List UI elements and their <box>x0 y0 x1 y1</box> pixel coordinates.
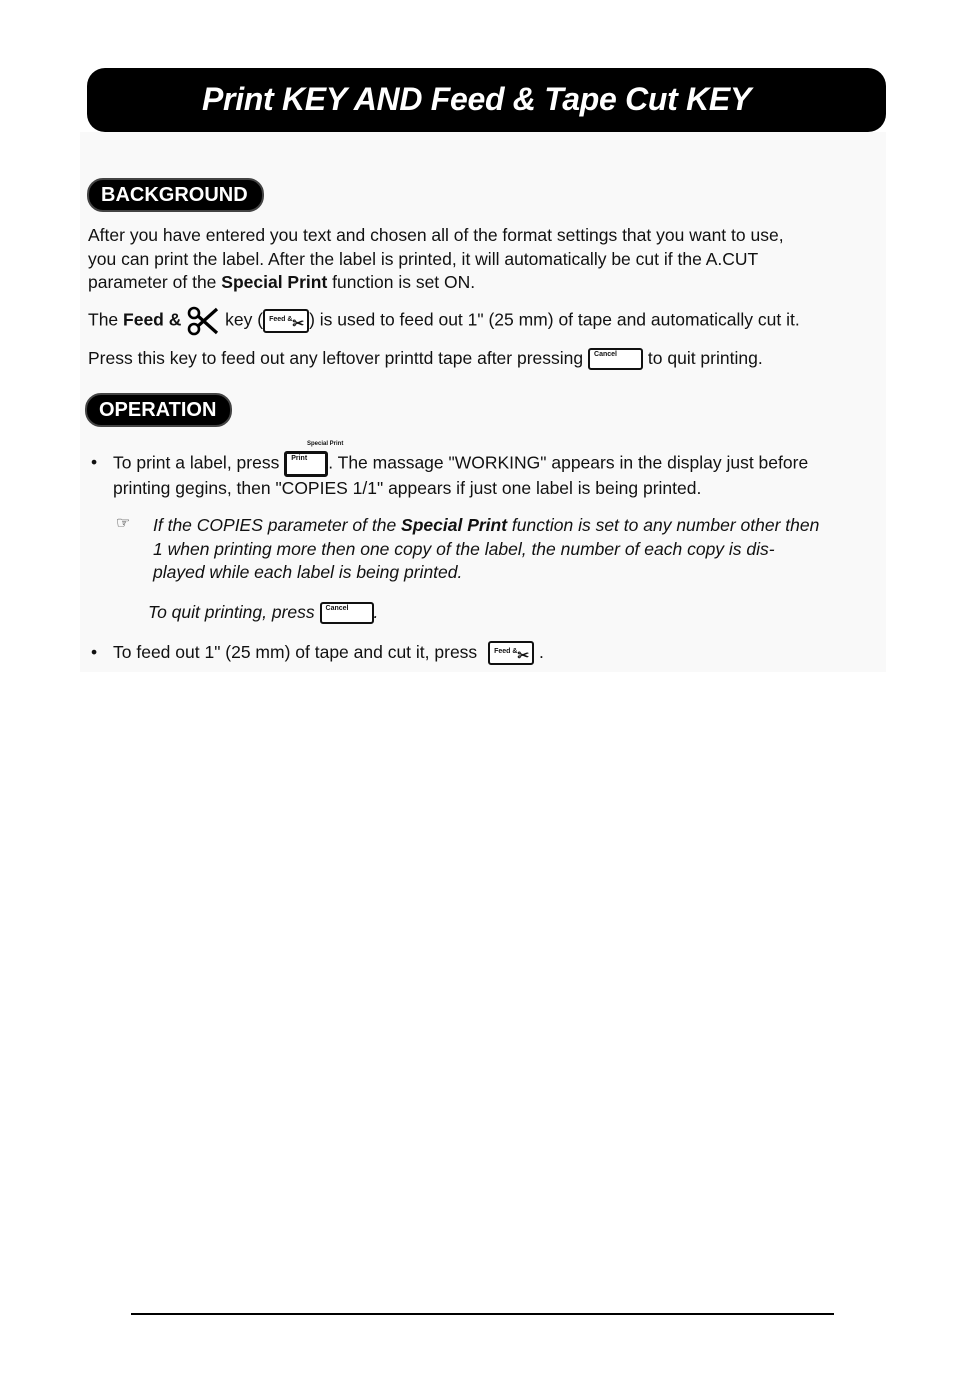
background-para1-line2: you can print the label. After the label is printed, it will automatically be cut if the A.CUT <box>88 248 759 269</box>
feed-key-label: Feed & <box>269 316 293 323</box>
print-key <box>284 451 328 477</box>
bullet1-line2: printing gegins, then "COPIES 1/1" appears if just one label is being printed. <box>113 478 702 498</box>
background-para1-line3-post: function is set ON. <box>327 272 476 292</box>
cancel-key-label: Cancel <box>594 351 617 359</box>
bullet2-pre: To feed out 1" (25 mm) of tape and cut it, press <box>113 642 478 662</box>
background-para2-post: ) is used to feed out 1" (25 mm) of tape and automatically cut it. <box>309 309 800 330</box>
note-special-print-term: Special Print <box>401 515 508 535</box>
background-paragraph-1 <box>88 224 784 295</box>
background-paragraph-3 <box>88 347 763 371</box>
scissors-key-icon: ✂ <box>292 315 305 331</box>
bullet2-post: . <box>538 642 544 662</box>
note-line2: 1 when printing more then one copy of the label, the number of each copy is dis- <box>153 538 775 559</box>
bullet1-pre: To print a label, press <box>113 452 280 473</box>
operation-note <box>153 514 819 585</box>
print-key-label: Print <box>291 455 308 462</box>
background-para1-line1: After you have entered you text and chosen all of the format settings that you want to use, <box>88 225 784 245</box>
special-print-term: Special Print <box>221 272 328 292</box>
background-para3-post: to quit printing. <box>647 348 763 368</box>
background-paragraph-2 <box>88 306 800 336</box>
title-banner <box>87 68 886 132</box>
operation-bullet-2 <box>113 641 544 665</box>
quit-pre: To quit printing, press <box>148 602 315 622</box>
special-print-key-caption: Special Print <box>307 441 344 447</box>
cancel-key-2-label: Cancel <box>325 605 349 613</box>
feed-cut-key <box>263 309 309 333</box>
cancel-key-2 <box>320 602 374 624</box>
operation-bullet-1 <box>113 451 808 501</box>
background-para2-pre: The <box>88 309 124 330</box>
note-line1-pre: If the COPIES parameter of the <box>153 515 402 535</box>
operation-heading: OPERATION <box>85 393 232 427</box>
background-para1-line3-pre: parameter of the <box>88 272 217 292</box>
background-para3-pre: Press this key to feed out any leftover printtd tape after pressing <box>88 348 584 368</box>
bullet-dot-2: • <box>91 642 98 662</box>
scissors-key-2-icon: ✂ <box>517 647 530 664</box>
page-title: Print KEY AND Feed & Tape Cut KEY <box>202 81 751 117</box>
feed-term: Feed & <box>123 309 182 330</box>
background-heading: BACKGROUND <box>87 178 264 212</box>
quit-post: . <box>373 602 379 622</box>
note-line3: played while each label is being printed. <box>153 562 463 582</box>
operation-quit-line <box>148 601 378 625</box>
bullet-dot-1: • <box>91 452 98 472</box>
footer-rule <box>131 1313 834 1315</box>
feed-key-2-label: Feed & <box>494 648 518 656</box>
pointing-hand-icon: ☞ <box>116 515 131 532</box>
cancel-key <box>588 348 643 370</box>
bullet1-post: . The massage "WORKING" appears in the display just before <box>328 452 809 473</box>
note-line1-post: function is set to any number other then <box>507 515 820 535</box>
feed-cut-key-2 <box>488 641 534 665</box>
scissors-icon <box>186 306 220 336</box>
background-para2-mid: key ( <box>225 309 264 330</box>
